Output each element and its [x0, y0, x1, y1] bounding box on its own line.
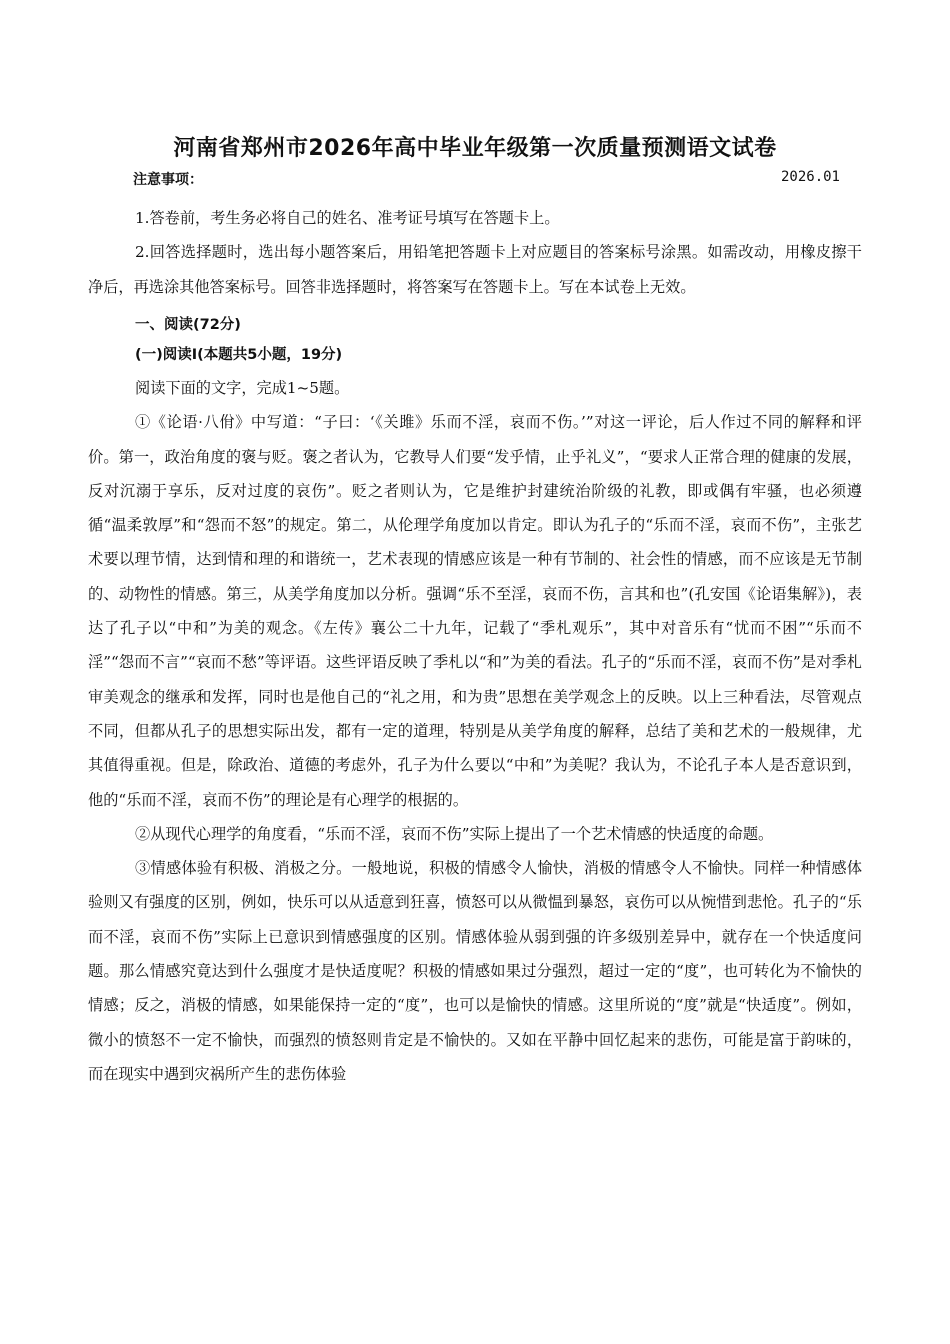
paragraph-1: ①《论语·八佾》中写道：“子曰：‘《关雎》乐而不淫，哀而不伤。’”对这一评论，后人作过不同的解释和评价。第一，政治角度的褒与贬。褒之者认为，它教导人们要“发乎情，止乎礼义”，“要求人正常合理的健康的发展，反对沉溺于享乐，反对过度的哀伤”。贬之者则认为，它是维护封建统治阶级的礼教，即或偶有牢骚，也必须遵循“温柔敦厚”和“怨而不怒”的规定。第二，从伦理学角度加以肯定。即认为孔子的“乐而不淫，哀而不伤”，主张艺术要以理节情，达到情和理的和谐统一，艺术表现的情感应该是一种有节制的、社会性的情感，而不应该是无节制的、动物性的情感。第三，从美学角度加以分析。强调“乐不至淫，哀而不伤，言其和也”(孔安国《论语集解》)，表达了孔子以“中和”为美的观念。《左传》襄公二十九年，记载了“季札观乐”，其中对音乐有“忧而不困”“乐而不淫”“怨而不言”“哀而不愁”等评语。这些评语反映了季札以“和”为美的看法。孔子的“乐而不淫，哀而不伤”是对季札审美观念的继承和发挥，同时也是他自己的“礼之用，和为贵”思想在美学观念上的反映。以上三种看法，尽管观点不同，但都从孔子的思想实际出发，都有一定的道理，特别是从美学角度的解释，总结了美和艺术的一般规律，尤其值得重视。但是，除政治、道德的考虑外，孔子为什么要以“中和”为美呢？我认为，不论孔子本人是否意识到，他的“乐而不淫，哀而不伤”的理论是有心理学的根据的。 — [88, 413, 862, 809]
instruction-item-2: 2.回答选择题时，选出每小题答案后，用铅笔把答题卡上对应题目的答案标号涂黑。如需改动，用橡皮擦干净后，再选涂其他答案标号。回答非选择题时，将答案写在答题卡上。写在本试卷上无效。 — [88, 243, 862, 296]
instruction-item-1: 1.答卷前，考生务必将自己的姓名、准考证号填写在答题卡上。 — [135, 209, 560, 227]
subsection-heading: (一)阅读Ⅰ(本题共5小题，19分) — [135, 347, 343, 363]
notice-label: 注意事项： — [133, 172, 203, 188]
section-heading: 一、阅读(72分) — [135, 317, 241, 333]
exam-date: 2026.01 — [780, 169, 840, 185]
reading-passage — [88, 371, 862, 1091]
paragraph-2: ②从现代心理学的角度看，“乐而不淫，哀而不伤”实际上提出了一个艺术情感的快适度的命题。 — [135, 824, 774, 843]
instructions — [88, 201, 862, 304]
reading-prompt: 阅读下面的文字，完成1~5题。 — [135, 379, 350, 397]
page-title: 河南省郑州市2026年高中毕业年级第一次质量预测语文试卷 — [173, 136, 777, 161]
paragraph-3: ③情感体验有积极、消极之分。一般地说，积极的情感令人愉快，消极的情感令人不愉快。同样一种情感体验则又有强度的区别，例如，快乐可以从适意到狂喜，愤怒可以从微愠到暴怒，哀伤可以从惋惜到悲怆。孔子的“乐而不淫，哀而不伤”实际上已意识到情感强度的区别。情感体验从弱到强的许多级别差异中，就存在一个快适度问题。那么情感究竟达到什么强度才是快适度呢？积极的情感如果过分强烈，超过一定的“度”，也可转化为不愉快的情感；反之，消极的情感，如果能保持一定的“度”，也可以是愉快的情感。这里所说的“度”就是“快适度”。例如，微小的愤怒不一定不愉快，而强烈的愤怒则肯定是不愉快的。又如在平静中回忆起来的悲伤，可能是富于韵味的，而在现实中遇到灾祸所产生的悲伤体验 — [88, 859, 862, 1083]
